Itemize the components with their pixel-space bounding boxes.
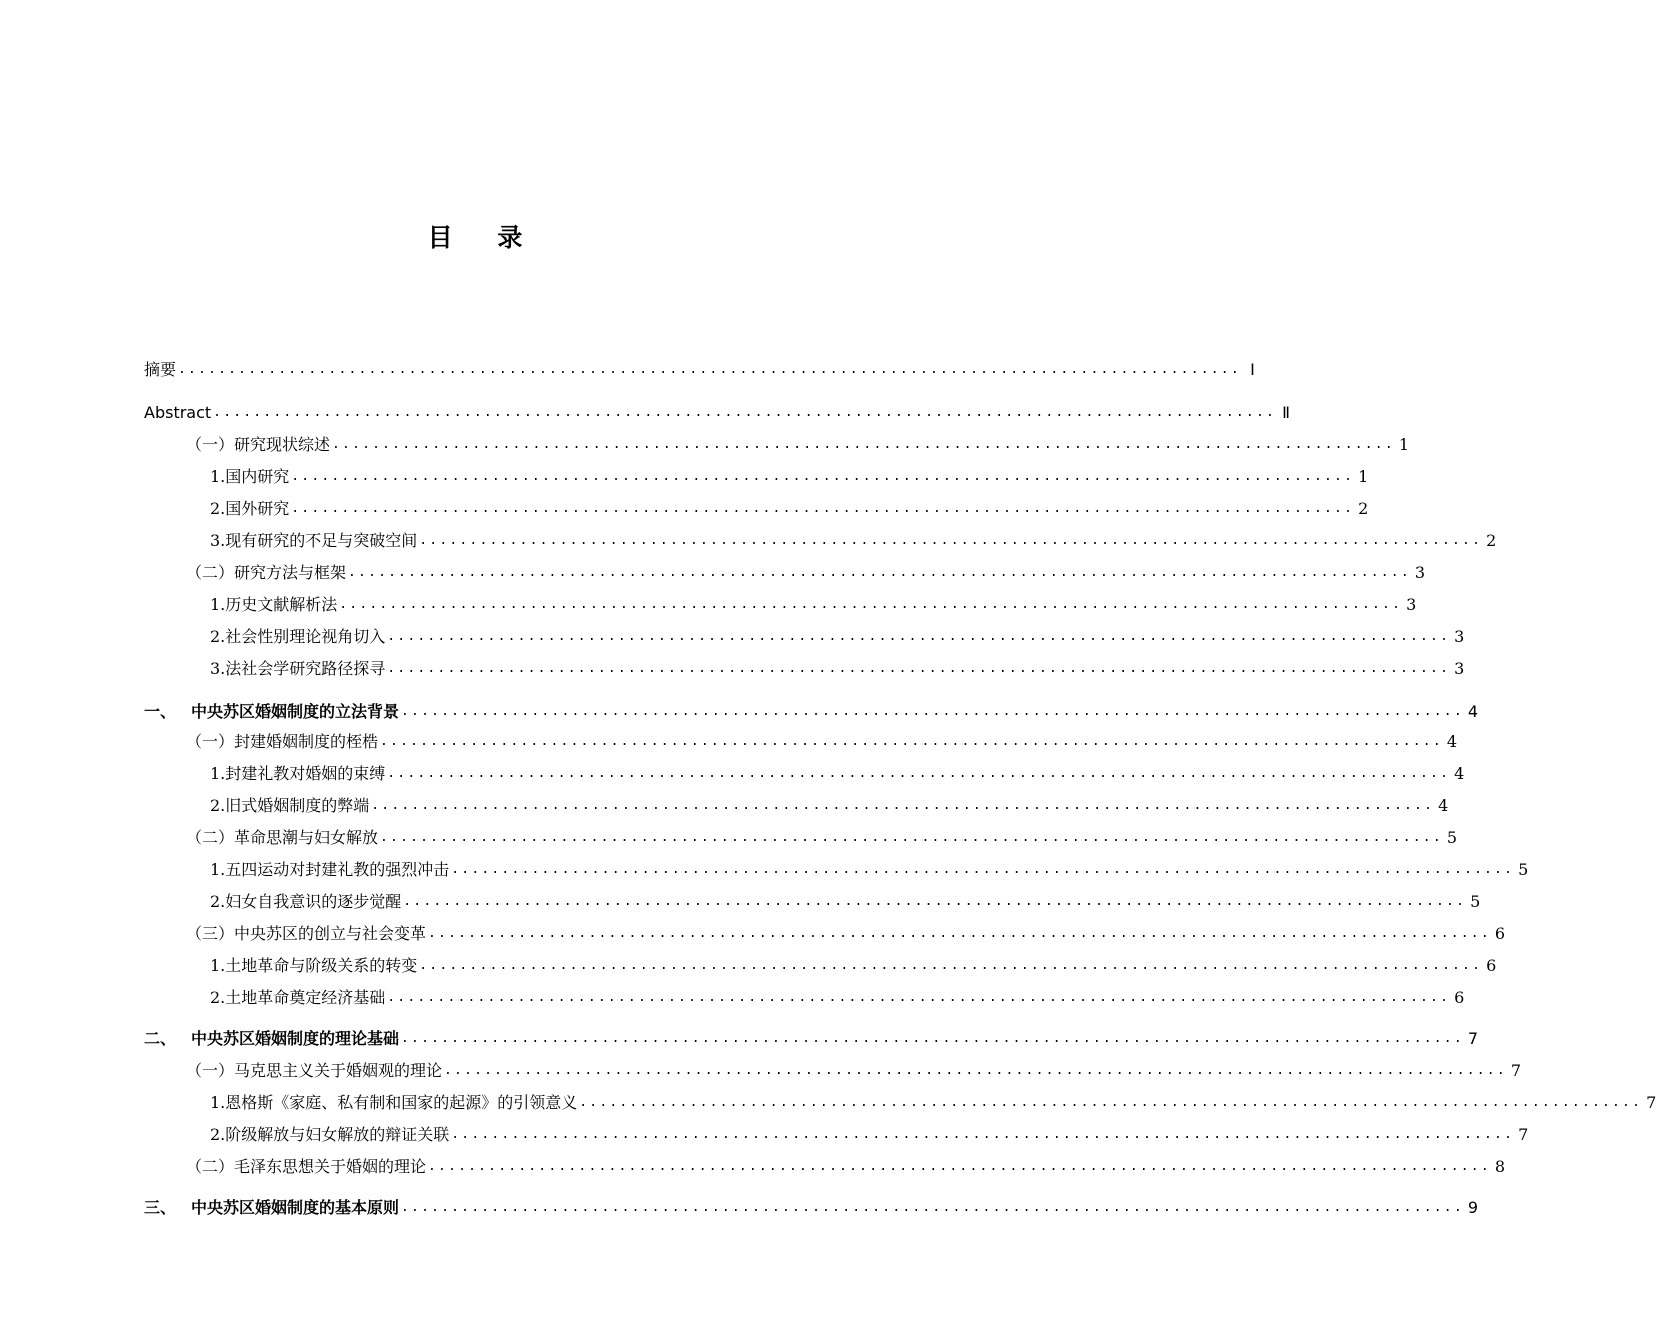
toc-entry[interactable] [0,625,1465,649]
toc-entry-label: 2.社会性别理论视角切入 [210,627,386,646]
toc-entry-page: 4 [1454,764,1465,783]
toc-leader-dots: .......................................................................................................... [387,661,1451,676]
toc-entry-label: 1.恩格斯《家庭、私有制和国家的起源》的引领意义 [210,1093,578,1112]
toc-entry-page: 6 [1454,988,1465,1007]
toc-entry[interactable] [0,1123,1529,1147]
toc-leader-dots: .......................................................................................................... [380,734,1443,749]
toc-entry-label: 1.五四运动对封建礼教的强烈冲击 [210,860,450,879]
toc-entry-label: （一）马克思主义关于婚姻观的理论 [186,1061,443,1080]
toc-entry-page: 6 [1486,956,1497,975]
toc-leader-dots: .......................................................................................................... [403,894,1467,909]
toc-leader-dots: .......................................................................................................... [401,1031,1464,1046]
toc-entry-label: （一）封建婚姻制度的桎梏 [186,732,379,751]
toc-leader-dots: .......................................................................................................... [387,766,1451,781]
chapter-title: 中央苏区婚姻制度的基本原则 [191,1198,400,1217]
toc-entry[interactable] [0,890,1481,914]
toc-leader-dots: .......................................................................................................... [332,437,1395,452]
toc-entry-label: 1.国内研究 [210,467,290,486]
toc-entry[interactable] [0,1059,1522,1083]
toc-entry[interactable] [0,954,1497,978]
toc-entry-page: 7 [1467,1029,1479,1048]
toc-leader-dots: .......................................................................................................... [579,1095,1643,1110]
toc-entry-page: 9 [1467,1198,1479,1217]
toc-entry[interactable] [0,401,1290,425]
toc-entry[interactable] [0,561,1426,585]
toc-entry-page: 7 [1510,1061,1522,1080]
toc-entry-label: （二）革命思潮与妇女解放 [186,828,379,847]
toc-entry[interactable] [0,1155,1506,1179]
toc-entry-page: 5 [1518,860,1529,879]
toc-entry-label: 1.历史文献解析法 [210,595,338,614]
toc-entry[interactable] [0,358,1255,382]
toc-entry-label: 3.法社会学研究路径探寻 [210,659,386,678]
toc-entry[interactable] [0,794,1449,818]
toc-leader-dots: .......................................................................................................... [387,990,1451,1005]
toc-entry-page: Ⅱ [1282,403,1290,422]
toc-entry-page: 6 [1494,924,1506,943]
toc-title: 目 录 [427,223,541,252]
chapter-number: 二、 [144,1029,177,1048]
toc-entry[interactable] [0,529,1497,553]
toc-entry-label: 2.土地革命奠定经济基础 [210,988,386,1007]
toc-leader-dots: .......................................................................................................... [451,1127,1515,1142]
toc-entry-page: 3 [1406,595,1417,614]
toc-leader-dots: .......................................................................................................... [291,501,1355,516]
toc-entry-label: （二）研究方法与框架 [186,563,347,582]
toc-entry-label: 3.现有研究的不足与突破空间 [210,531,418,550]
toc-entry-label: 2.旧式婚姻制度的弊端 [210,796,370,815]
toc-entry-page: 3 [1454,627,1465,646]
toc-entry-page: 1 [1398,435,1410,454]
toc-leader-dots: .......................................................................................................... [401,704,1464,719]
toc-entry[interactable] [0,1091,1656,1115]
toc-entry-page: 5 [1446,828,1458,847]
chapter-title: 中央苏区婚姻制度的立法背景 [191,702,400,721]
toc-entry[interactable] [0,700,1479,724]
toc-entry-page: 4 [1438,796,1449,815]
toc-entry-label: （二）毛泽东思想关于婚姻的理论 [186,1157,427,1176]
toc-entry-label: 2.阶级解放与妇女解放的辩证关联 [210,1125,450,1144]
chapter-number: 一、 [144,702,177,721]
toc-entry[interactable] [0,922,1506,946]
toc-leader-dots: .......................................................................................................... [387,629,1451,644]
toc-leader-dots: .......................................................................................................... [380,830,1443,845]
toc-leader-dots: .......................................................................................................... [451,862,1515,877]
toc-entry[interactable] [0,1027,1479,1051]
toc-entry-page: 3 [1414,563,1426,582]
toc-entry-page: 7 [1646,1093,1656,1112]
toc-leader-dots: .......................................................................................................... [419,958,1483,973]
toc-entry-page: Ⅰ [1250,360,1255,379]
toc-entry-page: 3 [1454,659,1465,678]
toc-entry-label [144,700,399,724]
toc-leader-dots: .......................................................................................................... [339,597,1403,612]
toc-leader-dots: .......................................................................................................... [401,1200,1464,1215]
toc-entry[interactable] [0,730,1458,754]
toc-leader-dots: .......................................................................................................... [291,469,1355,484]
toc-entry-page: 4 [1467,702,1479,721]
toc-entry-label: 1.封建礼教对婚姻的束缚 [210,764,386,783]
toc-entry-page: 2 [1358,499,1369,518]
toc-entry-page: 7 [1518,1125,1529,1144]
toc-entry-label: 摘要 [144,360,177,379]
toc-leader-dots: .......................................................................................................... [428,1159,1491,1174]
toc-entry[interactable] [0,433,1410,457]
toc-entry[interactable] [0,986,1465,1010]
toc-leader-dots: .......................................................................................................... [213,405,1276,420]
toc-entry-page: 8 [1494,1157,1506,1176]
chapter-title: 中央苏区婚姻制度的理论基础 [191,1029,400,1048]
toc-entry-label: （一）研究现状综述 [186,435,331,454]
toc-leader-dots: .......................................................................................................... [419,533,1483,548]
toc-entry-label: 2.妇女自我意识的逐步觉醒 [210,892,402,911]
toc-entry[interactable] [0,497,1369,521]
toc-entry-page: 1 [1358,467,1369,486]
toc-leader-dots: .......................................................................................................... [348,565,1411,580]
toc-entry-page: 5 [1470,892,1481,911]
toc-entry[interactable] [0,858,1529,882]
toc-entry-label: （三）中央苏区的创立与社会变革 [186,924,427,943]
chapter-number: 三、 [144,1198,177,1217]
toc-entry[interactable] [0,1196,1479,1220]
toc-entry[interactable] [0,657,1465,681]
toc-leader-dots: .......................................................................................................... [371,798,1435,813]
toc-entry-page: 2 [1486,531,1497,550]
toc-entry-label: 1.土地革命与阶级关系的转变 [210,956,418,975]
toc-entry[interactable] [0,762,1465,786]
toc-leader-dots: .......................................................................................................... [428,926,1491,941]
toc-entry[interactable] [0,465,1369,489]
toc-leader-dots: .......................................................................................................... [444,1063,1507,1078]
toc-entry-page: 4 [1446,732,1458,751]
toc-entry[interactable] [0,826,1458,850]
toc-leader-dots: .......................................................................................................... [178,362,1241,377]
toc-entry-label [144,1027,399,1051]
toc-entry-label [144,1196,399,1220]
toc-entry-label: 2.国外研究 [210,499,290,518]
toc-entry[interactable] [0,593,1417,617]
toc-entry-label: Abstract [144,403,212,422]
